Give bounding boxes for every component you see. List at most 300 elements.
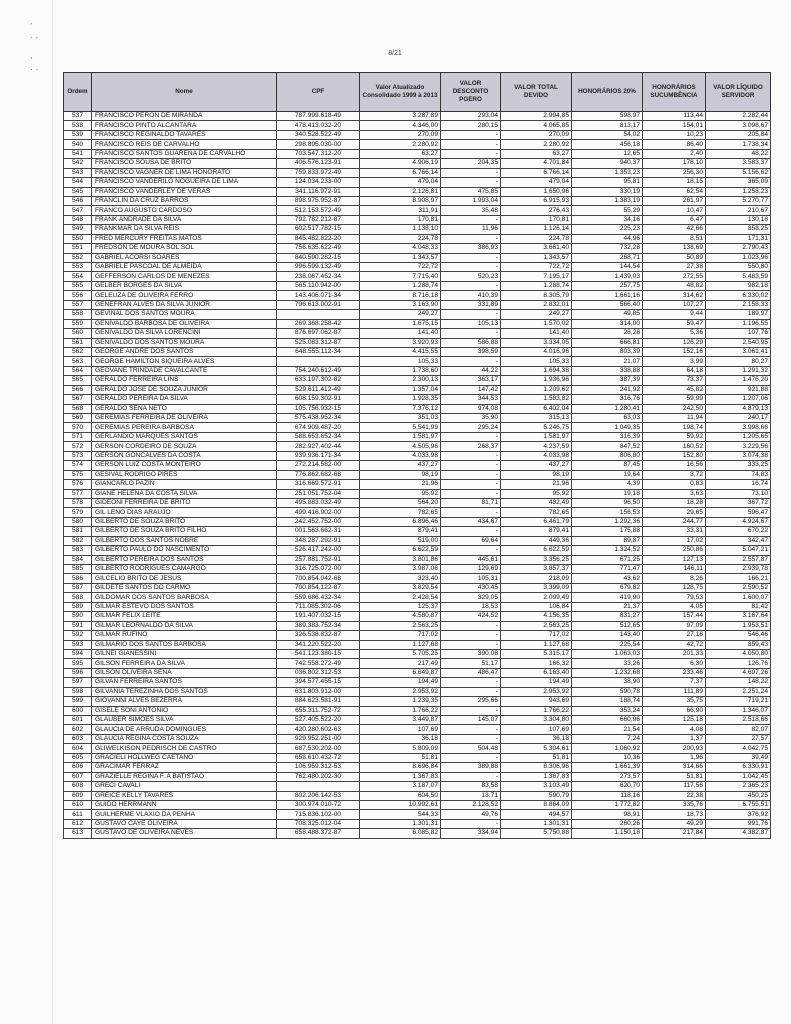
valor-total-cell: 6.766,14	[501, 168, 572, 177]
honorarios-20-cell: 1.353,23	[572, 168, 643, 177]
valor-desconto-cell: -	[441, 149, 501, 158]
valor-total-cell: 5.246,75	[501, 423, 572, 432]
table-row	[64, 140, 771, 149]
table-row	[64, 253, 771, 262]
nome-cell: GERSON GONCALVES DA COSTA	[92, 451, 277, 460]
honorarios-sucumbencia-cell: 62,54	[643, 187, 706, 196]
ordem-cell: 585	[64, 565, 92, 574]
ordem-cell: 558	[64, 310, 92, 319]
col-header-valor-atualizado: Valor Atualizado Consolidado 1999 à 2013	[360, 73, 441, 112]
valor-desconto-cell: -	[441, 706, 501, 715]
nome-cell: GENIVALDO DOS SANTOS MOURA	[92, 338, 277, 347]
honorarios-20-cell: 21,07	[572, 357, 643, 366]
nome-cell: GEFFERSON CARLOS DE MENEZES	[92, 272, 277, 281]
valor-total-cell: 8.306,96	[501, 763, 572, 772]
table-row	[64, 829, 771, 838]
ordem-cell: 599	[64, 697, 92, 706]
honorarios-sucumbencia-cell: 49,29	[643, 819, 706, 828]
ordem-cell: 542	[64, 159, 92, 168]
cpf-cell: 512.153.572-49	[277, 206, 360, 215]
table-row	[64, 376, 771, 385]
honorarios-20-cell: 679,82	[572, 583, 643, 592]
nome-cell: GILSON FERREIRA DA SILVA	[92, 659, 277, 668]
table-row	[64, 263, 771, 272]
valor-liquido-cell: 48,22	[706, 149, 771, 158]
valor-liquido-cell: 2.158,33	[706, 300, 771, 309]
ordem-cell: 612	[64, 819, 92, 828]
valor-desconto-cell: 49,76	[441, 810, 501, 819]
cpf-cell: 525.083.312-87	[277, 338, 360, 347]
table-row	[64, 121, 771, 130]
table-row	[64, 791, 771, 800]
table-row	[64, 640, 771, 649]
table-row	[64, 800, 771, 809]
honorarios-20-cell: 28,28	[572, 329, 643, 338]
valor-total-cell: 3.661,40	[501, 244, 572, 253]
cpf-cell: 787.999.618-49	[277, 112, 360, 121]
valor-desconto-cell: 486,47	[441, 668, 501, 677]
valor-total-cell: 7.195,17	[501, 272, 572, 281]
table-row	[64, 300, 771, 309]
honorarios-sucumbencia-cell: 146,11	[643, 565, 706, 574]
cpf-cell: 608.159.302-91	[277, 395, 360, 404]
ordem-cell: 554	[64, 272, 92, 281]
honorarios-sucumbencia-cell: 10,47	[643, 206, 706, 215]
ordem-cell: 545	[64, 187, 92, 196]
valor-desconto-cell: 434,67	[441, 517, 501, 526]
valor-atualizado-cell: 270,09	[360, 130, 441, 139]
ordem-cell: 573	[64, 451, 92, 460]
valor-total-cell: 6.915,93	[501, 196, 572, 205]
col-header-valor-desconto: VALOR DESCONTO PGERO	[441, 73, 501, 112]
cpf-cell: 406.576.123-91	[277, 159, 360, 168]
table-row	[64, 744, 771, 753]
valor-desconto-cell: -	[441, 168, 501, 177]
honorarios-20-cell: 89,87	[572, 536, 643, 545]
cpf-cell: 106.959.312-53	[277, 763, 360, 772]
honorarios-sucumbencia-cell: 125,18	[643, 716, 706, 725]
valor-total-cell: 95,92	[501, 489, 572, 498]
honorarios-sucumbencia-cell: 2,40	[643, 149, 706, 158]
valor-total-cell: 2.994,85	[501, 112, 572, 121]
honorarios-20-cell: 10,36	[572, 753, 643, 762]
cpf-cell: 389.383.752-34	[277, 621, 360, 630]
valor-total-cell: 482,49	[501, 498, 572, 507]
honorarios-20-cell: 33,26	[572, 659, 643, 668]
col-header-valor-total: VALOR TOTAL DEVIDO	[501, 73, 572, 112]
valor-desconto-cell: 586,88	[441, 338, 501, 347]
ordem-cell: 609	[64, 791, 92, 800]
honorarios-sucumbencia-cell: 35,75	[643, 697, 706, 706]
table-row	[64, 772, 771, 781]
ordem-cell: 572	[64, 442, 92, 451]
nome-cell: GERSON LUIZ COSTA MONTEIRO	[92, 461, 277, 470]
nome-cell: GRACIELI HOLLWEG CAETANO	[92, 753, 277, 762]
valor-total-cell: 2.099,49	[501, 593, 572, 602]
valor-atualizado-cell: 1.675,15	[360, 319, 441, 328]
table-row	[64, 178, 771, 187]
valor-atualizado-cell: 3.163,90	[360, 300, 441, 309]
valor-total-cell: 1.343,57	[501, 253, 572, 262]
col-header-honorarios-sucumbencia: HONORÁRIOS SUCUMBÊNCIA	[643, 73, 706, 112]
honorarios-sucumbencia-cell: 59,92	[643, 432, 706, 441]
cpf-cell: 602.517.782-15	[277, 225, 360, 234]
margin-mark: · ·	[30, 64, 39, 74]
cpf-cell: 633.197.302-82	[277, 376, 360, 385]
table-row	[64, 631, 771, 640]
valor-desconto-cell: -	[441, 140, 501, 149]
valor-total-cell: 2.280,92	[501, 140, 572, 149]
valor-total-cell: 6.163,40	[501, 668, 572, 677]
valor-total-cell: 2.563,25	[501, 621, 572, 630]
ordem-cell: 549	[64, 225, 92, 234]
valor-atualizado-cell: 2.280,92	[360, 140, 441, 149]
valor-atualizado-cell: 717,02	[360, 631, 441, 640]
valor-desconto-cell: 475,85	[441, 187, 501, 196]
valor-liquido-cell: 4.050,80	[706, 649, 771, 658]
honorarios-sucumbencia-cell: 50,89	[643, 253, 706, 262]
honorarios-sucumbencia-cell: 51,81	[643, 772, 706, 781]
valor-total-cell: 8.305,79	[501, 291, 572, 300]
table-row	[64, 546, 771, 555]
valor-atualizado-cell: 95,92	[360, 489, 441, 498]
honorarios-20-cell: 330,19	[572, 187, 643, 196]
honorarios-20-cell: 419,90	[572, 593, 643, 602]
valor-liquido-cell: 74,83	[706, 470, 771, 479]
honorarios-20-cell: 566,40	[572, 300, 643, 309]
valor-liquido-cell: 2.557,87	[706, 555, 771, 564]
valor-total-cell: 4.016,96	[501, 347, 572, 356]
honorarios-sucumbencia-cell: 86,40	[643, 140, 706, 149]
valor-atualizado-cell: 10.992,61	[360, 800, 441, 809]
cpf-cell: 898.975.952-87	[277, 196, 360, 205]
cpf-cell: 996.599.132-49	[277, 263, 360, 272]
valor-desconto-cell: -	[441, 480, 501, 489]
col-header-cpf: CPF	[277, 73, 360, 112]
nome-cell: FRANCISCO PINTO ALCANTARA	[92, 121, 277, 130]
table-row	[64, 621, 771, 630]
valor-total-cell: 4.065,85	[501, 121, 572, 130]
table-row	[64, 112, 771, 121]
cpf-cell: 541.123.380-15	[277, 649, 360, 658]
valor-total-cell: 437,27	[501, 461, 572, 470]
nome-cell: GILSON OLIVEIRA SENA	[92, 668, 277, 677]
cpf-cell: 703.547.312-20	[277, 149, 360, 158]
ordem-cell: 576	[64, 480, 92, 489]
valor-total-cell: 107,69	[501, 725, 572, 734]
valor-atualizado-cell: 782,65	[360, 508, 441, 517]
valor-desconto-cell: 1.993,04	[441, 196, 501, 205]
ordem-cell: 565	[64, 376, 92, 385]
honorarios-20-cell: 54,02	[572, 130, 643, 139]
ordem-cell: 595	[64, 659, 92, 668]
valor-atualizado-cell: 1.288,74	[360, 281, 441, 290]
honorarios-sucumbencia-cell: 42,66	[643, 225, 706, 234]
valor-liquido-cell: 5.483,59	[706, 272, 771, 281]
honorarios-sucumbencia-cell: 3,72	[643, 470, 706, 479]
valor-desconto-cell: 105,13	[441, 319, 501, 328]
valor-atualizado-cell: 3.829,54	[360, 583, 441, 592]
cpf-cell: 792.782.212-87	[277, 215, 360, 224]
valor-liquido-cell: 1.207,06	[706, 395, 771, 404]
ordem-cell: 606	[64, 763, 92, 772]
ordem-cell: 570	[64, 423, 92, 432]
valor-liquido-cell: 6.330,02	[706, 291, 771, 300]
valor-atualizado-cell: 544,33	[360, 810, 441, 819]
honorarios-20-cell: 598,97	[572, 112, 643, 121]
ordem-cell: 553	[64, 263, 92, 272]
valor-liquido-cell: 107,76	[706, 329, 771, 338]
cpf-cell: 708.325.012-04	[277, 819, 360, 828]
ordem-cell: 574	[64, 461, 92, 470]
ordem-cell: 610	[64, 800, 92, 809]
valor-desconto-cell: 334,94	[441, 829, 501, 838]
ordem-cell: 539	[64, 130, 92, 139]
valor-liquido-cell: 858,25	[706, 225, 771, 234]
cpf-cell: 495.883.032-49	[277, 498, 360, 507]
cpf-cell: 711.085.302-06	[277, 602, 360, 611]
valor-atualizado-cell: 5.809,09	[360, 744, 441, 753]
honorarios-20-cell: 456,18	[572, 140, 643, 149]
valor-desconto-cell: 504,48	[441, 744, 501, 753]
honorarios-sucumbencia-cell: 138,69	[643, 244, 706, 253]
ordem-cell: 607	[64, 772, 92, 781]
valor-total-cell: 3.857,37	[501, 565, 572, 574]
ordem-cell: 564	[64, 366, 92, 375]
nome-cell: GERALDO FERREIRA LINS	[92, 376, 277, 385]
honorarios-sucumbencia-cell: 314,62	[643, 291, 706, 300]
ordem-cell: 600	[64, 706, 92, 715]
table-row	[64, 716, 771, 725]
col-header-nome: Nome	[92, 73, 277, 112]
table-row	[64, 187, 771, 196]
honorarios-sucumbencia-cell: 27,38	[643, 263, 706, 272]
nome-cell: FRANCISCO REGINALDO TAVARES	[92, 130, 277, 139]
nome-cell: GIANCARLO PAZIN	[92, 480, 277, 489]
valor-atualizado-cell: 36,18	[360, 734, 441, 743]
honorarios-20-cell: 512,65	[572, 621, 643, 630]
honorarios-sucumbencia-cell: 154,01	[643, 121, 706, 130]
honorarios-20-cell: 118,16	[572, 791, 643, 800]
honorarios-sucumbencia-cell: 152,80	[643, 451, 706, 460]
valor-atualizado-cell: 4.906,19	[360, 159, 441, 168]
table-row	[64, 725, 771, 734]
valor-liquido-cell: 73,10	[706, 489, 771, 498]
nome-cell: GERALDO SENA NETO	[92, 404, 277, 413]
cpf-cell: 326.538.832-87	[277, 631, 360, 640]
valor-liquido-cell: 367,72	[706, 498, 771, 507]
table-row	[64, 385, 771, 394]
ordem-cell: 590	[64, 612, 92, 621]
table-row	[64, 338, 771, 347]
valor-atualizado-cell: 1.738,60	[360, 366, 441, 375]
valor-atualizado-cell: 1.239,35	[360, 697, 441, 706]
ordem-cell: 583	[64, 546, 92, 555]
honorarios-20-cell: 1.661,39	[572, 763, 643, 772]
nome-cell: GENEFRAN ALVES DA SILVA JUNIOR	[92, 300, 277, 309]
scan-margin-marks	[30, 20, 39, 76]
cpf-cell: 394.577.455-15	[277, 678, 360, 687]
ordem-cell: 540	[64, 140, 92, 149]
cpf-cell: 340.528.522-49	[277, 130, 360, 139]
honorarios-sucumbencia-cell: 233,46	[643, 668, 706, 677]
valor-total-cell: 3.304,80	[501, 716, 572, 725]
valor-desconto-cell: 51,17	[441, 659, 501, 668]
valor-liquido-cell: 5.047,21	[706, 546, 771, 555]
cpf-cell	[277, 310, 360, 319]
cpf-cell: 796.613.002-91	[277, 300, 360, 309]
valor-atualizado-cell: 1.301,31	[360, 819, 441, 828]
nome-cell: GESIVAL RODRIGO PIRES	[92, 470, 277, 479]
valor-liquido-cell: 4.879,13	[706, 404, 771, 413]
nome-cell: GEREMIAS PEREIRA BARBOSA	[92, 423, 277, 432]
cpf-cell: 631.803.912-00	[277, 687, 360, 696]
valor-desconto-cell: -	[441, 281, 501, 290]
honorarios-20-cell: 175,88	[572, 527, 643, 536]
honorarios-20-cell: 241,92	[572, 385, 643, 394]
valor-desconto-cell: 11,96	[441, 225, 501, 234]
honorarios-sucumbencia-cell: 59,47	[643, 319, 706, 328]
honorarios-20-cell: 1.063,03	[572, 649, 643, 658]
honorarios-sucumbencia-cell: 22,38	[643, 791, 706, 800]
valor-liquido-cell: 342,47	[706, 536, 771, 545]
valor-liquido-cell: 982,18	[706, 281, 771, 290]
ordem-cell: 544	[64, 178, 92, 187]
nome-cell: GREICE KELLY TAVARES	[92, 791, 277, 800]
honorarios-20-cell: 4,39	[572, 480, 643, 489]
valor-desconto-cell: 2.128,52	[441, 800, 501, 809]
cpf-cell: 036.802.312-53	[277, 668, 360, 677]
valor-desconto-cell: 268,37	[441, 442, 501, 451]
valor-atualizado-cell: 141,40	[360, 329, 441, 338]
valor-atualizado-cell: 1.343,57	[360, 253, 441, 262]
valor-liquido-cell: 376,92	[706, 810, 771, 819]
valor-desconto-cell: -	[441, 734, 501, 743]
cpf-cell: 648.555.112-34	[277, 347, 360, 356]
ordem-cell: 597	[64, 678, 92, 687]
valor-liquido-cell: 6.330,91	[706, 763, 771, 772]
cpf-cell: 929.952.251-00	[277, 734, 360, 743]
valor-desconto-cell: -	[441, 772, 501, 781]
nome-cell: GILBERTO PAULO DO NASCIMENTO	[92, 546, 277, 555]
nome-cell: GLIWELKISON PEDRISCH DE CASTRO	[92, 744, 277, 753]
nome-cell: GIL LENO DIAS ARAUJO	[92, 508, 277, 517]
ordem-cell: 592	[64, 631, 92, 640]
cpf-cell: 588.653.652-34	[277, 432, 360, 441]
cpf-cell	[277, 357, 360, 366]
valor-atualizado-cell: 479,04	[360, 178, 441, 187]
cpf-cell: 143.406.071-34	[277, 291, 360, 300]
honorarios-sucumbencia-cell: 107,27	[643, 300, 706, 309]
honorarios-sucumbencia-cell: 0,83	[643, 480, 706, 489]
valor-desconto-cell: -	[441, 546, 501, 555]
honorarios-sucumbencia-cell: 250,86	[643, 546, 706, 555]
nome-cell: GIANE HELENA DA COSTA SILVA	[92, 489, 277, 498]
valor-desconto-cell: -	[441, 178, 501, 187]
honorarios-sucumbencia-cell: 4,08	[643, 725, 706, 734]
table-row	[64, 310, 771, 319]
nome-cell: FRANCISCO PERON DE MIRANDA	[92, 112, 277, 121]
valor-atualizado-cell: 1.127,68	[360, 640, 441, 649]
honorarios-20-cell: 1.292,36	[572, 517, 643, 526]
valor-liquido-cell: 1.346,07	[706, 706, 771, 715]
honorarios-sucumbencia-cell: 127,13	[643, 555, 706, 564]
valor-atualizado-cell: 879,41	[360, 527, 441, 536]
cpf-cell: 776.862.682-68	[277, 470, 360, 479]
honorarios-20-cell: 314,00	[572, 319, 643, 328]
ordem-cell: 568	[64, 404, 92, 413]
nome-cell: GEVINAL DOS SANTOS MOURA	[92, 310, 277, 319]
valor-liquido-cell: 333,25	[706, 461, 771, 470]
valor-liquido-cell: 171,31	[706, 234, 771, 243]
table-row	[64, 149, 771, 158]
valor-total-cell: 8.864,09	[501, 800, 572, 809]
table-row	[64, 697, 771, 706]
cpf-cell: 272.214.582-00	[277, 461, 360, 470]
ordem-cell: 594	[64, 649, 92, 658]
table-row	[64, 329, 771, 338]
ordem-cell: 598	[64, 687, 92, 696]
honorarios-20-cell: 273,57	[572, 772, 643, 781]
valor-liquido-cell: 39,49	[706, 753, 771, 762]
valor-total-cell: 4.701,84	[501, 159, 572, 168]
table-row	[64, 819, 771, 828]
table-row	[64, 565, 771, 574]
table-row	[64, 593, 771, 602]
valor-atualizado-cell: 3.449,87	[360, 716, 441, 725]
valor-desconto-cell: 974,08	[441, 404, 501, 413]
valor-liquido-cell: 16,74	[706, 480, 771, 489]
valor-liquido-cell: 1.291,32	[706, 366, 771, 375]
ordem-cell: 581	[64, 527, 92, 536]
valor-total-cell: 5.304,61	[501, 744, 572, 753]
honorarios-20-cell: 338,88	[572, 366, 643, 375]
honorarios-sucumbencia-cell: 200,93	[643, 744, 706, 753]
honorarios-sucumbencia-cell: 314,66	[643, 763, 706, 772]
valor-liquido-cell: 670,22	[706, 527, 771, 536]
honorarios-20-cell: 620,70	[572, 782, 643, 791]
valor-liquido-cell: 240,17	[706, 414, 771, 423]
valor-total-cell: 276,43	[501, 206, 572, 215]
cpf-cell: 242.452.752-00	[277, 517, 360, 526]
honorarios-20-cell: 1.439,03	[572, 272, 643, 281]
nome-cell: GISELE SONI ANTONIO	[92, 706, 277, 715]
honorarios-20-cell: 1.383,19	[572, 196, 643, 205]
cpf-cell: 742.558.272-49	[277, 659, 360, 668]
valor-liquido-cell: 3.061,41	[706, 347, 771, 356]
valor-atualizado-cell: 21,96	[360, 480, 441, 489]
honorarios-20-cell: 19,64	[572, 470, 643, 479]
valor-atualizado-cell: 5.541,99	[360, 423, 441, 432]
table-row	[64, 196, 771, 205]
valor-total-cell: 1.583,82	[501, 395, 572, 404]
table-row	[64, 782, 771, 791]
ordem-cell: 559	[64, 319, 92, 328]
valor-liquido-cell: 3.167,64	[706, 612, 771, 621]
table-row	[64, 763, 771, 772]
honorarios-sucumbencia-cell: 160,52	[643, 442, 706, 451]
honorarios-20-cell: 19,18	[572, 489, 643, 498]
honorarios-sucumbencia-cell: 8,51	[643, 234, 706, 243]
table-row	[64, 536, 771, 545]
table-row	[64, 159, 771, 168]
ordem-cell: 584	[64, 555, 92, 564]
valor-total-cell: 449,36	[501, 536, 572, 545]
honorarios-20-cell: 260,26	[572, 819, 643, 828]
honorarios-20-cell: 771,47	[572, 565, 643, 574]
cpf-cell: 341.220.522-20	[277, 640, 360, 649]
nome-cell: FRANCO AUGUSTO CARDOSO	[92, 206, 277, 215]
